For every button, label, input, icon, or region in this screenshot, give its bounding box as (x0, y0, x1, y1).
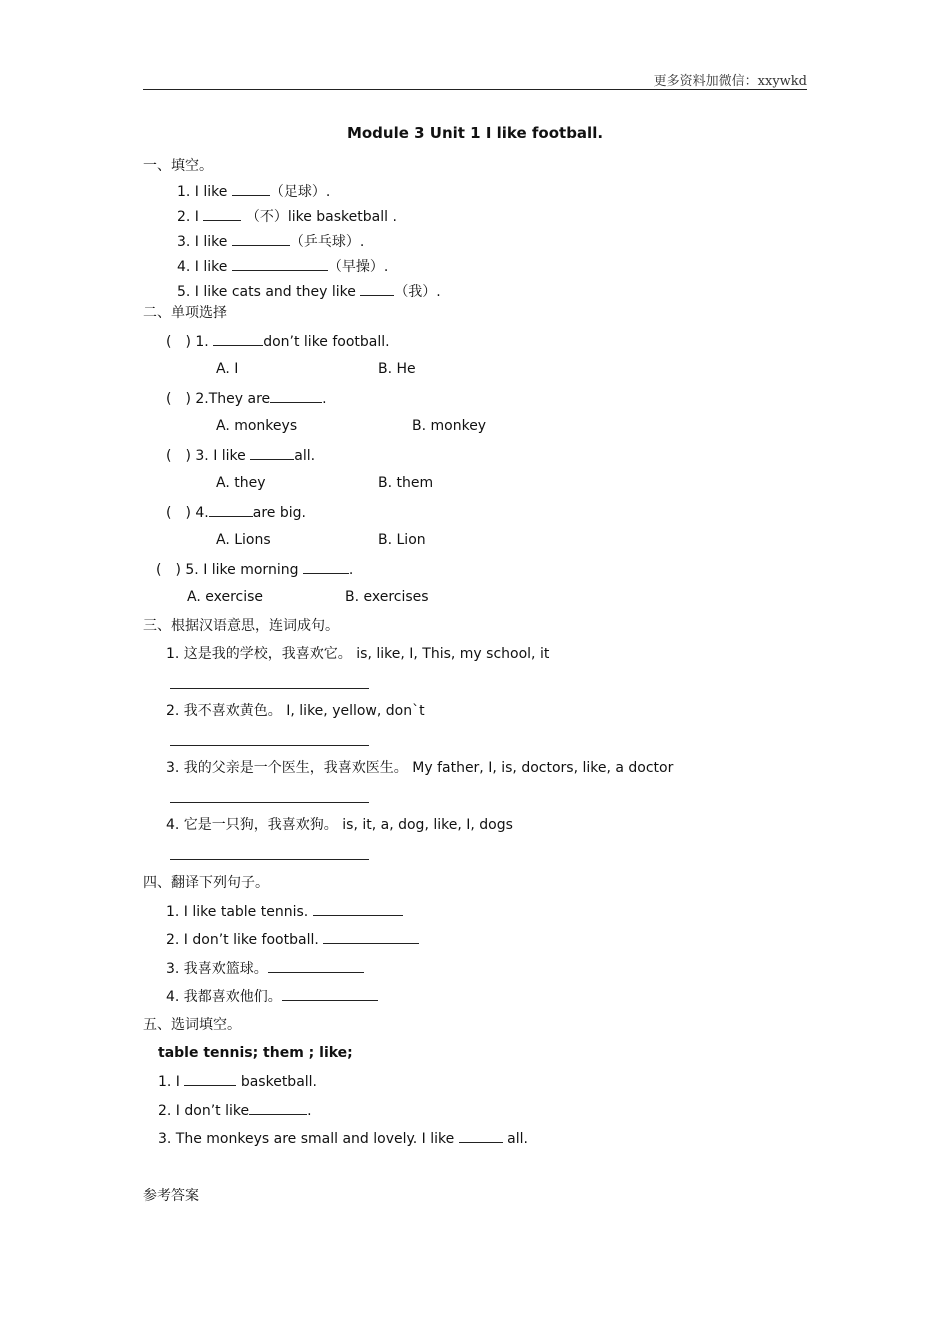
blank[interactable] (184, 1072, 236, 1086)
s1-item-3: 3. I like （乒乓球）. (177, 234, 365, 250)
s2-q2-option-b: B. monkey (412, 418, 487, 434)
header-divider (143, 89, 807, 90)
s2-q5-option-b: B. exercises (345, 589, 429, 605)
blank[interactable] (303, 560, 349, 574)
blank[interactable] (313, 902, 403, 916)
answer-line[interactable] (170, 745, 369, 746)
s2-q3-option-b: B. them (378, 475, 434, 491)
blank[interactable] (213, 332, 263, 346)
section-3-heading: 三、根据汉语意思，连词成句。 (143, 618, 339, 634)
blank[interactable] (459, 1129, 503, 1143)
blank[interactable] (360, 282, 394, 296)
s5-item-2: 2. I don’t like . (158, 1103, 312, 1119)
s1-item-4: 4. I like （早操）. (177, 259, 389, 275)
s4-item-3: 3. 我喜欢篮球。 (166, 959, 364, 978)
s3-item-3: 3. 我的父亲是一个医生，我喜欢医生。 My father, I, is, doctors, like, a doctor (166, 760, 674, 776)
header-note: 更多资料加微信：xxywkd (653, 74, 807, 89)
s1-item-5: 5. I like cats and they like （我）. (177, 284, 441, 300)
section-5-heading: 五、选词填空。 (143, 1017, 241, 1033)
section-1-heading: 一、填空。 (143, 158, 213, 174)
blank[interactable] (249, 1101, 307, 1115)
blank[interactable] (268, 959, 364, 973)
blank[interactable] (232, 257, 328, 271)
blank[interactable] (250, 446, 294, 460)
page-title: Module 3 Unit 1 I like football. (346, 124, 604, 142)
section-2-heading: 二、单项选择 (143, 305, 227, 321)
answer-paren[interactable]: ( ) (166, 505, 191, 521)
answer-paren[interactable]: ( ) (166, 334, 191, 350)
blank[interactable] (270, 389, 322, 403)
s4-item-4: 4. 我都喜欢他们。 (166, 987, 378, 1006)
answer-paren[interactable]: ( ) (166, 391, 191, 407)
s5-item-3: 3. The monkeys are small and lovely. I like all. (158, 1131, 528, 1147)
blank[interactable] (323, 930, 419, 944)
s5-item-1: 1. I basketball. (158, 1074, 318, 1090)
s2-question-1: ( ) 1. don’t like football. (166, 334, 390, 350)
s2-q3-option-a: A. they (216, 475, 266, 491)
word-bank: table tennis; them ; like; (158, 1045, 353, 1061)
s3-item-2: 2. 我不喜欢黄色。 I, like, yellow, don`t (166, 703, 425, 719)
s3-item-1: 1. 这是我的学校，我喜欢它。 is, like, I, This, my school, it (166, 646, 550, 662)
blank[interactable] (209, 503, 253, 517)
s4-item-2: 2. I don’t like football. (166, 930, 419, 949)
answers-heading: 参考答案 (143, 1188, 199, 1204)
blank[interactable] (203, 207, 241, 221)
s2-q1-option-a: A. I (216, 361, 239, 377)
s1-item-2: 2. I （不）like basketball . (177, 209, 397, 225)
answer-line[interactable] (170, 802, 369, 803)
s2-question-3: ( ) 3. I like all. (166, 448, 316, 464)
section-4-heading: 四、翻译下列句子。 (143, 875, 269, 891)
s1-item-1: 1. I like （足球）. (177, 184, 331, 200)
s2-question-5: ( ) 5. I like morning . (156, 562, 354, 578)
answer-paren[interactable]: ( ) (156, 562, 181, 578)
s4-item-1: 1. I like table tennis. (166, 902, 403, 921)
s2-q5-option-a: A. exercise (187, 589, 264, 605)
blank[interactable] (232, 182, 270, 196)
s2-q2-option-a: A. monkeys (216, 418, 298, 434)
s2-q4-option-a: A. Lions (216, 532, 271, 548)
s3-item-4: 4. 它是一只狗，我喜欢狗。 is, it, a, dog, like, I, dogs (166, 817, 513, 833)
s2-q4-option-b: B. Lion (378, 532, 426, 548)
answer-line[interactable] (170, 859, 369, 860)
s2-question-4: ( ) 4. are big. (166, 505, 306, 521)
blank[interactable] (282, 987, 378, 1001)
s2-question-2: ( ) 2.They are . (166, 391, 327, 407)
answer-paren[interactable]: ( ) (166, 448, 191, 464)
s2-q1-option-b: B. He (378, 361, 416, 377)
blank[interactable] (232, 232, 290, 246)
answer-line[interactable] (170, 688, 369, 689)
